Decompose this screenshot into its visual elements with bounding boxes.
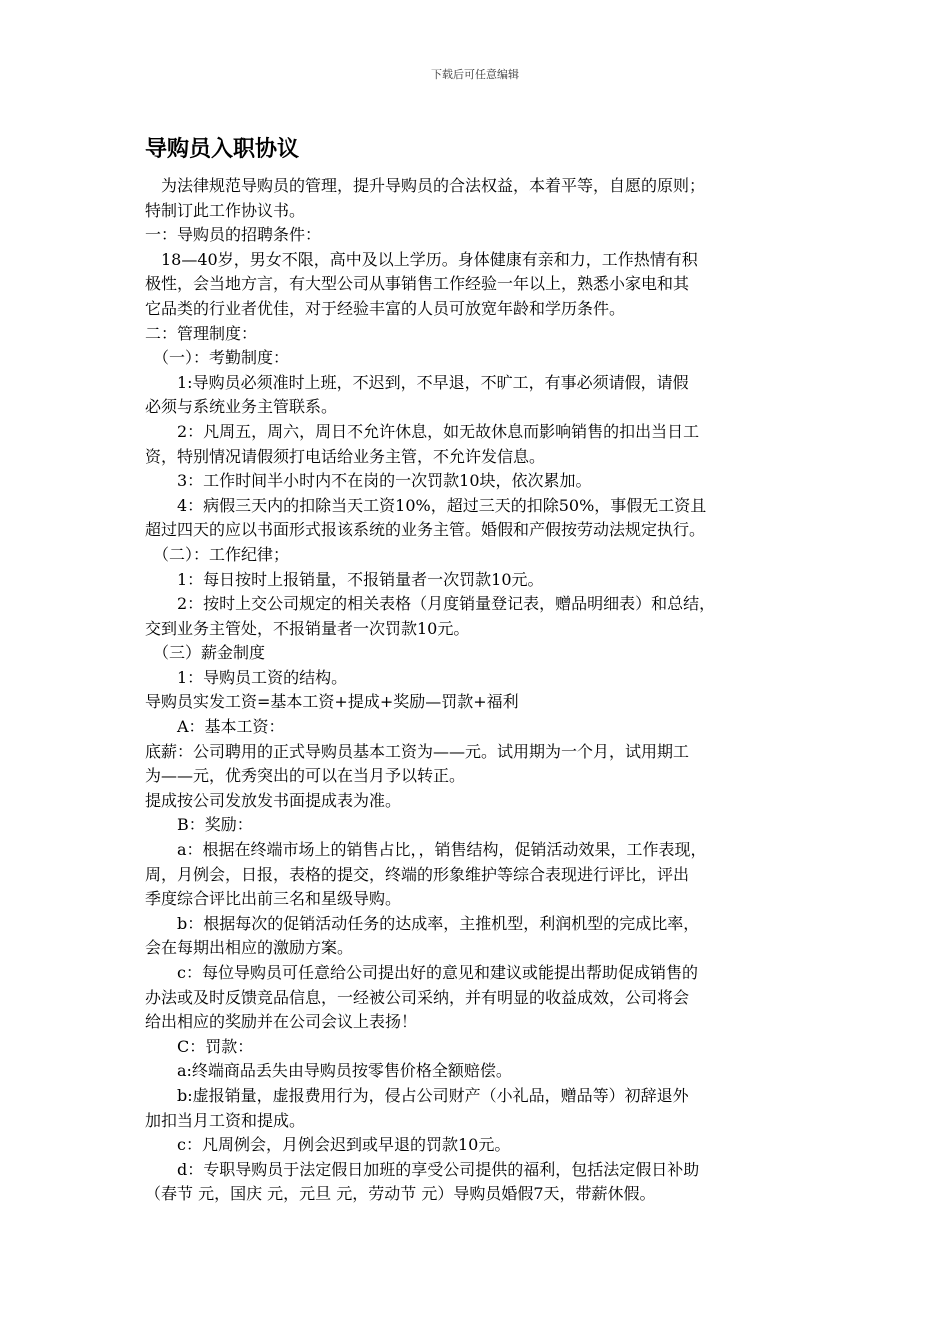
paragraph-line: 2：凡周五，周六，周日不允许休息，如无故休息而影响销售的扣出当日工 — [177, 421, 700, 441]
paragraph-line: （春节 元，国庆 元，元旦 元，劳动节 元）导购员婚假7天，带薪休假。 — [145, 1184, 656, 1204]
paragraph-line: b：根据每次的促销活动任务的达成率，主推机型，利润机型的完成比率， — [177, 913, 700, 933]
paragraph-line: B：奖励： — [177, 815, 253, 835]
paragraph-line: 3：工作时间半小时内不在岗的一次罚款10块，依次累加。 — [177, 471, 592, 491]
paragraph-line: 一：导购员的招聘条件： — [145, 225, 322, 245]
paragraph-line: 二：管理制度： — [145, 323, 258, 343]
paragraph-line: 1：导购员工资的结构。 — [177, 667, 348, 687]
paragraph-line: 底薪：公司聘用的正式导购员基本工资为——元。试用期为一个月，试用期工 — [145, 741, 690, 761]
paragraph-line: c：每位导购员可任意给公司提出好的意见和建议或能提出帮助促成销售的 — [177, 963, 698, 982]
paragraph-line: 1:导购员必须准时上班，不迟到，不早退，不旷工，有事必须请假，请假 — [177, 372, 689, 392]
paragraph-line: （一）：考勤制度： — [153, 348, 290, 368]
paragraph-line: 4：病假三天内的扣除当天工资10%，超过三天的扣除50%，事假无工资且 — [177, 495, 707, 515]
document-body — [145, 174, 825, 1207]
paragraph-line: 会在每期出相应的激励方案。 — [145, 938, 354, 958]
paragraph-line: （三）薪金制度 — [153, 643, 266, 663]
page-header: 下载后可任意编辑 — [431, 68, 519, 81]
paragraph-line: 为法律规范导购员的管理，提升导购员的合法权益，本着平等，自愿的原则； — [161, 176, 706, 195]
paragraph-line: （二）：工作纪律； — [153, 544, 290, 564]
paragraph-line: a：根据在终端市场上的销售占比，，销售结构，促销活动效果，工作表现， — [177, 840, 707, 860]
paragraph-line: 办法或及时反馈竞品信息，一经被公司采纳，并有明显的收益成效，公司将会 — [145, 987, 690, 1007]
paragraph-line: b:虚报销量，虚报费用行为，侵占公司财产（小礼品，赠品等）初辞退外 — [177, 1085, 689, 1105]
paragraph-line: 2：按时上交公司规定的相关表格（月度销量登记表，赠品明细表）和总结， — [177, 594, 716, 614]
paragraph-line: 超过四天的应以书面形式报该系统的业务主管。婚假和产假按劳动法规定执行。 — [145, 520, 706, 540]
paragraph-line: 季度综合评比出前三名和星级导购。 — [145, 889, 402, 909]
paragraph-line: 18—40岁，男女不限，高中及以上学历。身体健康有亲和力，工作热情有积 — [161, 249, 698, 269]
paragraph-line: 1：每日按时上报销量，不报销量者一次罚款10元。 — [177, 569, 544, 589]
paragraph-line: 为——元，优秀突出的可以在当月予以转正。 — [145, 766, 466, 786]
paragraph-line: 加扣当月工资和提成。 — [145, 1110, 306, 1130]
paragraph-line: 极性，会当地方言，有大型公司从事销售工作经验一年以上，熟悉小家电和其 — [145, 274, 690, 294]
paragraph-line: 必须与系统业务主管联系。 — [145, 397, 338, 417]
paragraph-line: 提成按公司发放发书面提成表为准。 — [145, 790, 402, 810]
paragraph-line: 特制订此工作协议书。 — [145, 200, 306, 220]
paragraph-line: d：专职导购员于法定假日加班的享受公司提供的福利，包括法定假日补助 — [177, 1159, 700, 1179]
paragraph-line: 给出相应的奖励并在公司会议上表扬！ — [145, 1012, 418, 1032]
paragraph-line: c：凡周例会，月例会迟到或早退的罚款10元。 — [177, 1135, 511, 1155]
paragraph-line: 交到业务主管处，不报销量者一次罚款10元。 — [145, 618, 470, 638]
document-title: 导购员入职协议 — [145, 137, 300, 162]
paragraph-line: C：罚款： — [177, 1036, 254, 1056]
paragraph-line: a:终端商品丢失由导购员按零售价格全额赔偿。 — [177, 1061, 512, 1081]
paragraph-line: 导购员实发工资=基本工资+提成+奖励—罚款+福利 — [145, 692, 519, 712]
paragraph-line: 它品类的行业者优佳，对于经验丰富的人员可放宽年龄和学历条件。 — [145, 298, 626, 318]
paragraph-line: A：基本工资： — [177, 717, 285, 737]
paragraph-line: 周，月例会，日报，表格的提交，终端的形象维护等综合表现进行评比，评出 — [145, 864, 690, 884]
paragraph-line: 资，特别情况请假须打电话给业务主管，不允许发信息。 — [145, 446, 546, 466]
